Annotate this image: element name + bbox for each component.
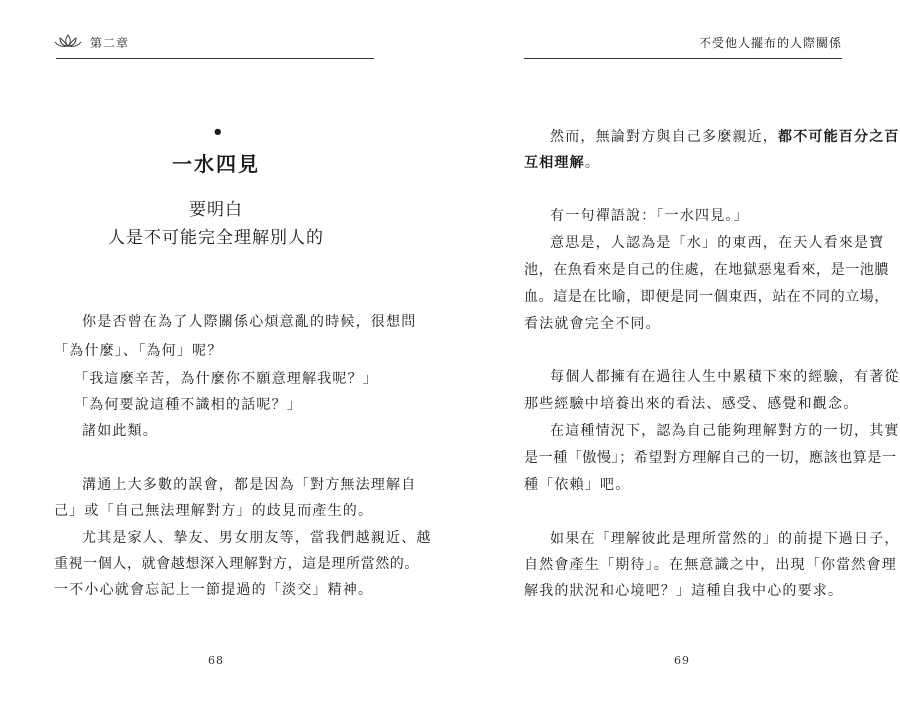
body-line: 有一句禪語說：「一水四見。」 xyxy=(550,208,749,224)
body-line: 尤其是家人、摯友、男女朋友等，當我們越親近、越 xyxy=(82,530,432,546)
body-line: 「為什麼」、「為何」呢？ xyxy=(54,343,223,359)
body-line: 你是否曾在為了人際關係心煩意亂的時候，很想問 xyxy=(82,314,417,330)
body-line: 重視一個人，就會越想深入理解對方，這是理所當然的。 xyxy=(54,556,419,572)
body-line: 諸如此類。 xyxy=(82,423,158,439)
right-page xyxy=(450,0,900,712)
body-line: 意思是，人認為是「水」的東西，在天人看來是寶 xyxy=(550,235,885,251)
body-line: 在這種情況下，認為自己能夠理解對方的一切，其實 xyxy=(550,423,900,439)
body-line: 那些經驗中培養出來的看法、感受、感覺和觀念。 xyxy=(524,396,859,412)
body-line: 解我的狀況和心境吧？」這種自我中心的要求。 xyxy=(524,583,844,599)
body-line xyxy=(524,152,848,172)
title-bullet: • xyxy=(212,122,224,143)
section-subtitle-line-1: 要明白 xyxy=(189,200,243,220)
emphasis-text: 互相理解 xyxy=(524,155,585,171)
body-line: 一不小心就會忘記上一節提過的「淡交」精神。 xyxy=(54,582,374,598)
body-line: 血。這是在比喻，即便是同一個東西，站在不同的立場， xyxy=(524,289,889,305)
body-line xyxy=(550,126,900,146)
running-head-right: 不受他人擺布的人際關係 xyxy=(698,36,842,50)
body-line: 池，在魚看來是自己的住處，在地獄惡鬼看來，是一池膿 xyxy=(524,262,889,278)
running-head-left: 第二章 xyxy=(90,36,130,50)
section-title: 一水四見 xyxy=(172,152,260,176)
page-number-left: 68 xyxy=(208,654,224,667)
body-line: 「我這麼辛苦，為什麼你不願意理解我呢？」 xyxy=(74,371,378,387)
body-line: 種「依賴」吧。 xyxy=(524,477,631,493)
lotus-icon xyxy=(54,33,82,49)
body-line: 每個人都擁有在過往人生中累積下來的經驗，有著從 xyxy=(550,369,900,385)
body-line: 溝通上大多數的誤會，都是因為「對方無法理解自 xyxy=(82,477,417,493)
body-text: 。 xyxy=(584,155,601,171)
body-line: 看法就會完全不同。 xyxy=(524,316,661,332)
page-number-right: 69 xyxy=(674,654,690,667)
emphasis-text: 都不可能百分之百 xyxy=(778,129,900,145)
body-line: 如果在「理解彼此是理所當然的」的前提下過日子， xyxy=(550,531,900,547)
body-text: 然而，無論對方與自己多麼親近， xyxy=(550,129,778,145)
header-rule-right xyxy=(524,58,842,59)
body-line: 己」或「自己無法理解對方」的歧見而產生的。 xyxy=(54,503,374,519)
header-rule-left xyxy=(56,58,374,59)
body-line: 是一種「傲慢」；希望對方理解自己的一切，應該也算是一 xyxy=(524,450,897,466)
body-line: 自然會產生「期待」。在無意識之中，出現「你當然會理 xyxy=(524,557,897,573)
section-subtitle-line-2: 人是不可能完全理解別人的 xyxy=(108,228,324,248)
body-line: 「為何要說這種不識相的話呢？」 xyxy=(74,397,302,413)
